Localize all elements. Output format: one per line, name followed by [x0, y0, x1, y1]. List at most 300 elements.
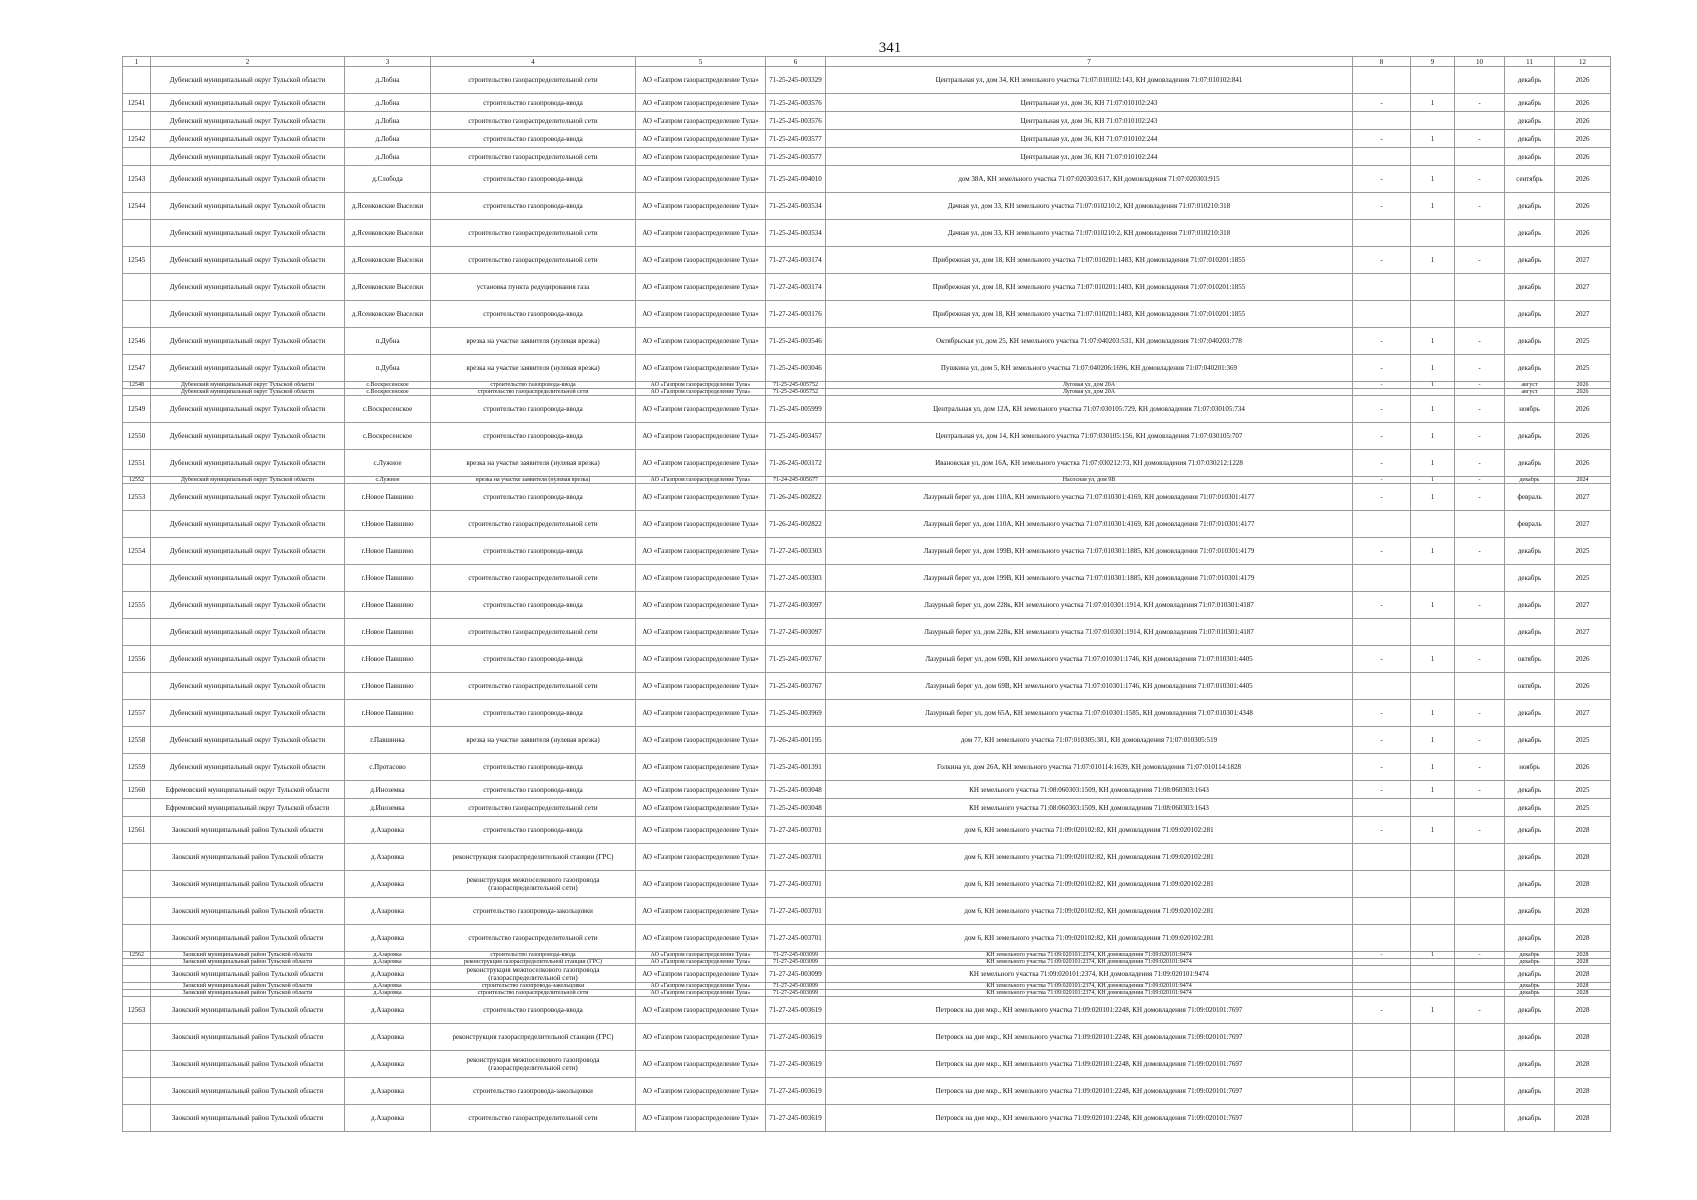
cell-work-type: строительство газопровода-ввода — [431, 646, 636, 673]
cell-col-9 — [1411, 871, 1455, 898]
cell-row-number: 12561 — [123, 817, 151, 844]
cell-municipality: Заокский муниципальный район Тульской области — [151, 1078, 345, 1105]
cell-year: 2027 — [1555, 700, 1611, 727]
table-row — [123, 844, 1611, 871]
cell-col-9: 1 — [1411, 450, 1455, 477]
cell-row-number — [123, 1051, 151, 1078]
cell-month: декабрь — [1505, 148, 1555, 166]
column-header-8: 8 — [1353, 57, 1411, 67]
cell-organization: АО «Газпром газораспределение Тула» — [636, 355, 766, 382]
cell-application-number: 71-25-245-003534 — [766, 220, 826, 247]
cell-col-8 — [1353, 148, 1411, 166]
cell-year: 2028 — [1555, 925, 1611, 952]
cell-year: 2026 — [1555, 382, 1611, 389]
cell-municipality: Дубенский муниципальный округ Тульской области — [151, 646, 345, 673]
column-header-10: 10 — [1455, 57, 1505, 67]
cell-application-number: 71-24-245-005677 — [766, 477, 826, 484]
cell-row-number: 12543 — [123, 166, 151, 193]
cell-col-10 — [1455, 925, 1505, 952]
cell-col-8 — [1353, 799, 1411, 817]
cell-organization: АО «Газпром газораспределение Тула» — [636, 130, 766, 148]
cell-municipality: Дубенский муниципальный округ Тульской области — [151, 592, 345, 619]
cell-municipality: Заокский муниципальный район Тульской области — [151, 925, 345, 952]
cell-organization: АО «Газпром газораспределение Тула» — [636, 423, 766, 450]
cell-col-8: - — [1353, 247, 1411, 274]
cell-row-number — [123, 619, 151, 646]
cell-municipality: Заокский муниципальный район Тульской области — [151, 983, 345, 990]
cell-organization: АО «Газпром газораспределение Тула» — [636, 592, 766, 619]
table-row — [123, 700, 1611, 727]
cell-month: декабрь — [1505, 700, 1555, 727]
cell-month: декабрь — [1505, 193, 1555, 220]
cell-month: декабрь — [1505, 898, 1555, 925]
cell-organization: АО «Газпром газораспределение Тула» — [636, 511, 766, 538]
table-row — [123, 990, 1611, 997]
cell-col-10: - — [1455, 781, 1505, 799]
cell-col-9: 1 — [1411, 382, 1455, 389]
cell-year: 2028 — [1555, 1024, 1611, 1051]
cell-settlement: д.Азаровка — [345, 1078, 431, 1105]
cell-settlement: г.Новое Павшино — [345, 511, 431, 538]
cell-work-type: строительство газопровода-ввода — [431, 382, 636, 389]
cell-month: декабрь — [1505, 423, 1555, 450]
cell-settlement: с.Воскресенское — [345, 423, 431, 450]
cell-col-8: - — [1353, 781, 1411, 799]
cell-col-10: - — [1455, 355, 1505, 382]
cell-municipality: Дубенский муниципальный округ Тульской области — [151, 193, 345, 220]
table-row — [123, 565, 1611, 592]
cell-col-8: - — [1353, 166, 1411, 193]
cell-work-type: строительство газораспределительной сети — [431, 1105, 636, 1132]
cell-organization: АО «Газпром газораспределение Тула» — [636, 450, 766, 477]
column-header-9: 9 — [1411, 57, 1455, 67]
cell-col-10: - — [1455, 193, 1505, 220]
cell-row-number — [123, 274, 151, 301]
cell-col-8 — [1353, 301, 1411, 328]
cell-col-8: - — [1353, 646, 1411, 673]
cell-col-8 — [1353, 67, 1411, 94]
cell-organization: АО «Газпром газораспределение Тула» — [636, 94, 766, 112]
cell-work-type: строительство газопровода-ввода — [431, 781, 636, 799]
cell-col-9 — [1411, 389, 1455, 396]
cell-col-10 — [1455, 1105, 1505, 1132]
cell-application-number: 71-25-245-003457 — [766, 423, 826, 450]
cell-col-8 — [1353, 844, 1411, 871]
cell-municipality: Дубенский муниципальный округ Тульской области — [151, 220, 345, 247]
cell-row-number — [123, 898, 151, 925]
cell-settlement: д.Слобода — [345, 166, 431, 193]
cell-application-number: 71-25-245-005999 — [766, 396, 826, 423]
table-row — [123, 983, 1611, 990]
cell-col-8 — [1353, 511, 1411, 538]
cell-col-9: 1 — [1411, 166, 1455, 193]
table-row — [123, 389, 1611, 396]
cell-year: 2028 — [1555, 997, 1611, 1024]
cell-col-10 — [1455, 220, 1505, 247]
cell-organization: АО «Газпром газораспределение Тула» — [636, 990, 766, 997]
cell-row-number: 12555 — [123, 592, 151, 619]
cell-col-8: - — [1353, 952, 1411, 959]
cell-year: 2025 — [1555, 565, 1611, 592]
cell-work-type: строительство газораспределительной сети — [431, 220, 636, 247]
cell-application-number: 71-25-245-003767 — [766, 673, 826, 700]
cell-month: декабрь — [1505, 952, 1555, 959]
cell-settlement: д.Азаровка — [345, 983, 431, 990]
cell-col-8: - — [1353, 592, 1411, 619]
cell-address: Дачная ул, дом 33, КН земельного участка 71:07:010210:2, КН домовладения 71:07:010210:318 — [826, 220, 1353, 247]
cell-row-number — [123, 1078, 151, 1105]
cell-year: 2027 — [1555, 619, 1611, 646]
cell-col-10 — [1455, 389, 1505, 396]
cell-row-number: 12557 — [123, 700, 151, 727]
cell-col-10 — [1455, 959, 1505, 966]
cell-organization: АО «Газпром газораспределение Тула» — [636, 1024, 766, 1051]
cell-municipality: Дубенский муниципальный округ Тульской области — [151, 148, 345, 166]
cell-application-number: 71-27-245-003099 — [766, 966, 826, 983]
cell-col-8 — [1353, 274, 1411, 301]
cell-year: 2026 — [1555, 67, 1611, 94]
cell-organization: АО «Газпром газораспределение Тула» — [636, 538, 766, 565]
table-row — [123, 646, 1611, 673]
cell-col-9: 1 — [1411, 193, 1455, 220]
cell-address: Прибрежная ул, дом 18, КН земельного участка 71:07:010201:1483, КН домовладения 71:07:010201:1855 — [826, 301, 1353, 328]
cell-year: 2025 — [1555, 799, 1611, 817]
cell-col-9 — [1411, 1051, 1455, 1078]
table-row — [123, 511, 1611, 538]
cell-municipality: Заокский муниципальный район Тульской области — [151, 1024, 345, 1051]
cell-col-8: - — [1353, 382, 1411, 389]
cell-col-9: 1 — [1411, 94, 1455, 112]
cell-work-type: строительство газопровода-ввода — [431, 952, 636, 959]
table-row — [123, 898, 1611, 925]
cell-work-type: строительство газопровода-ввода — [431, 423, 636, 450]
cell-year: 2024 — [1555, 477, 1611, 484]
cell-application-number: 71-25-245-003969 — [766, 700, 826, 727]
cell-year: 2028 — [1555, 1051, 1611, 1078]
cell-work-type: строительство газопровода-ввода — [431, 396, 636, 423]
cell-municipality: Дубенский муниципальный округ Тульской области — [151, 754, 345, 781]
cell-municipality: Дубенский муниципальный округ Тульской области — [151, 166, 345, 193]
cell-year: 2028 — [1555, 871, 1611, 898]
cell-address: Лазурный берег ул, дом 69В, КН земельного участка 71:07:010301:1746, КН домовладения 71:07:010301:4405 — [826, 673, 1353, 700]
cell-municipality: Дубенский муниципальный округ Тульской области — [151, 673, 345, 700]
table-row — [123, 959, 1611, 966]
cell-row-number — [123, 1024, 151, 1051]
cell-address: Центральная ул, дом 34, КН земельного участка 71:07:010102:143, КН домовладения 71:07:010102:841 — [826, 67, 1353, 94]
cell-col-9 — [1411, 925, 1455, 952]
cell-address: КН земельного участка 71:09:020101:2374, КН домовладения 71:09:020101:9474 — [826, 952, 1353, 959]
cell-application-number: 71-27-245-003701 — [766, 898, 826, 925]
cell-municipality: Заокский муниципальный район Тульской области — [151, 871, 345, 898]
cell-col-9 — [1411, 966, 1455, 983]
cell-col-10: - — [1455, 247, 1505, 274]
cell-col-10 — [1455, 844, 1505, 871]
cell-address: Прибрежная ул, дом 18, КН земельного участка 71:07:010201:1483, КН домовладения 71:07:010201:1855 — [826, 274, 1353, 301]
cell-row-number: 12560 — [123, 781, 151, 799]
cell-application-number: 71-26-245-002822 — [766, 511, 826, 538]
cell-row-number — [123, 966, 151, 983]
table-row — [123, 130, 1611, 148]
cell-month: сентябрь — [1505, 166, 1555, 193]
cell-month: декабрь — [1505, 1078, 1555, 1105]
data-table-container — [122, 56, 1610, 1132]
cell-address: Петровск на дне мкр., КН земельного участка 71:09:020101:2248, КН домовладения 71:09:020101:7697 — [826, 1078, 1353, 1105]
cell-settlement: д.Азаровка — [345, 817, 431, 844]
table-row — [123, 67, 1611, 94]
cell-col-9 — [1411, 673, 1455, 700]
cell-col-9: 1 — [1411, 247, 1455, 274]
cell-col-10: - — [1455, 484, 1505, 511]
cell-settlement: д.Ясенковские Выселки — [345, 274, 431, 301]
cell-col-8 — [1353, 1078, 1411, 1105]
cell-work-type: строительство газораспределительной сети — [431, 673, 636, 700]
cell-settlement: п.Дубна — [345, 328, 431, 355]
cell-month: декабрь — [1505, 619, 1555, 646]
cell-address: Луговая ул, дом 20А — [826, 389, 1353, 396]
table-row — [123, 997, 1611, 1024]
column-header-4: 4 — [431, 57, 636, 67]
cell-col-10 — [1455, 619, 1505, 646]
cell-col-8 — [1353, 112, 1411, 130]
cell-organization: АО «Газпром газораспределение Тула» — [636, 952, 766, 959]
table-row — [123, 727, 1611, 754]
table-row — [123, 423, 1611, 450]
cell-month: декабрь — [1505, 781, 1555, 799]
cell-col-9 — [1411, 990, 1455, 997]
cell-month: декабрь — [1505, 817, 1555, 844]
cell-year: 2026 — [1555, 94, 1611, 112]
cell-application-number: 71-25-245-003577 — [766, 130, 826, 148]
cell-month: февраль — [1505, 484, 1555, 511]
cell-col-10 — [1455, 983, 1505, 990]
cell-col-8 — [1353, 673, 1411, 700]
cell-work-type: строительство газопровода-ввода — [431, 754, 636, 781]
cell-col-8 — [1353, 1024, 1411, 1051]
cell-settlement: г.Новое Павшино — [345, 592, 431, 619]
cell-year: 2025 — [1555, 538, 1611, 565]
table-row — [123, 328, 1611, 355]
cell-application-number: 71-25-245-003046 — [766, 355, 826, 382]
cell-col-8 — [1353, 990, 1411, 997]
cell-organization: АО «Газпром газораспределение Тула» — [636, 193, 766, 220]
cell-year: 2027 — [1555, 247, 1611, 274]
cell-row-number — [123, 389, 151, 396]
cell-settlement: г.Павшинка — [345, 727, 431, 754]
cell-row-number: 12542 — [123, 130, 151, 148]
cell-work-type: строительство газопровода-закольцовки — [431, 1078, 636, 1105]
data-table — [122, 56, 1611, 1132]
cell-col-8: - — [1353, 423, 1411, 450]
cell-year: 2026 — [1555, 646, 1611, 673]
cell-application-number: 71-25-245-003329 — [766, 67, 826, 94]
cell-col-9 — [1411, 619, 1455, 646]
cell-col-9 — [1411, 274, 1455, 301]
cell-address: Луговая ул, дом 20А — [826, 382, 1353, 389]
cell-year: 2028 — [1555, 966, 1611, 983]
cell-application-number: 71-25-245-003546 — [766, 328, 826, 355]
cell-work-type: реконструкция межпоселкового газопровода (газораспределительной сети) — [431, 871, 636, 898]
cell-year: 2027 — [1555, 301, 1611, 328]
cell-col-10: - — [1455, 646, 1505, 673]
cell-application-number: 71-27-245-003701 — [766, 925, 826, 952]
cell-row-number: 12550 — [123, 423, 151, 450]
cell-month: декабрь — [1505, 959, 1555, 966]
cell-settlement: г.Новое Павшино — [345, 565, 431, 592]
cell-work-type: строительство газораспределительной сети — [431, 565, 636, 592]
cell-col-8: - — [1353, 130, 1411, 148]
cell-row-number: 12546 — [123, 328, 151, 355]
cell-application-number: 71-25-245-005752 — [766, 389, 826, 396]
cell-col-10 — [1455, 990, 1505, 997]
cell-col-10: - — [1455, 328, 1505, 355]
cell-col-8 — [1353, 983, 1411, 990]
table-row — [123, 274, 1611, 301]
cell-month: декабрь — [1505, 477, 1555, 484]
cell-col-10: - — [1455, 997, 1505, 1024]
cell-application-number: 71-25-245-001391 — [766, 754, 826, 781]
cell-year: 2026 — [1555, 130, 1611, 148]
cell-work-type: строительство газопровода-ввода — [431, 592, 636, 619]
cell-col-10 — [1455, 565, 1505, 592]
cell-organization: АО «Газпром газораспределение Тула» — [636, 220, 766, 247]
cell-address: Лазурный берег ул, дом 228к, КН земельного участка 71:07:010301:1914, КН домовладения 71:07:010301:4187 — [826, 592, 1353, 619]
cell-work-type: установка пункта редуцирования газа — [431, 274, 636, 301]
cell-col-8: - — [1353, 396, 1411, 423]
cell-col-9: 1 — [1411, 727, 1455, 754]
cell-month: декабрь — [1505, 220, 1555, 247]
cell-address: Петровск на дне мкр., КН земельного участка 71:09:020101:2248, КН домовладения 71:09:020101:7697 — [826, 1024, 1353, 1051]
cell-application-number: 71-27-245-003097 — [766, 592, 826, 619]
cell-address: Центральная ул, дом 36, КН 71:07:010102:243 — [826, 112, 1353, 130]
cell-settlement: с.Воскресенское — [345, 382, 431, 389]
cell-settlement: д.Азаровка — [345, 844, 431, 871]
table-row — [123, 193, 1611, 220]
cell-organization: АО «Газпром газораспределение Тула» — [636, 477, 766, 484]
cell-settlement: с.Протасово — [345, 754, 431, 781]
cell-col-8 — [1353, 619, 1411, 646]
cell-col-8: - — [1353, 727, 1411, 754]
cell-application-number: 71-25-245-003576 — [766, 94, 826, 112]
cell-work-type: врезка на участке заявителя (нулевая врезка) — [431, 328, 636, 355]
cell-organization: АО «Газпром газораспределение Тула» — [636, 844, 766, 871]
cell-col-10: - — [1455, 166, 1505, 193]
cell-row-number — [123, 67, 151, 94]
cell-address: Лазурный берег ул, дом 228к, КН земельного участка 71:07:010301:1914, КН домовладения 71:07:010301:4187 — [826, 619, 1353, 646]
cell-settlement: д.Азаровка — [345, 898, 431, 925]
cell-municipality: Дубенский муниципальный округ Тульской области — [151, 328, 345, 355]
cell-col-9 — [1411, 799, 1455, 817]
cell-col-10: - — [1455, 382, 1505, 389]
cell-address: дом 38А, КН земельного участка 71:07:020303:617, КН домовладения 71:07:020303:915 — [826, 166, 1353, 193]
cell-settlement: г.Новое Павшино — [345, 619, 431, 646]
cell-application-number: 71-25-245-003048 — [766, 781, 826, 799]
table-row — [123, 1024, 1611, 1051]
cell-year: 2027 — [1555, 274, 1611, 301]
cell-year: 2026 — [1555, 423, 1611, 450]
cell-address: дом 77, КН земельного участка 71:07:010305:381, КН домовладения 71:07:010305:519 — [826, 727, 1353, 754]
cell-organization: АО «Газпром газораспределение Тула» — [636, 389, 766, 396]
cell-col-9 — [1411, 1024, 1455, 1051]
column-header-6: 6 — [766, 57, 826, 67]
cell-col-8: - — [1353, 997, 1411, 1024]
cell-organization: АО «Газпром газораспределение Тула» — [636, 754, 766, 781]
cell-month: декабрь — [1505, 844, 1555, 871]
cell-municipality: Дубенский муниципальный округ Тульской области — [151, 94, 345, 112]
cell-settlement: д.Иноземка — [345, 799, 431, 817]
cell-settlement: с.Воскресенское — [345, 389, 431, 396]
cell-municipality: Заокский муниципальный район Тульской области — [151, 966, 345, 983]
cell-application-number: 71-27-245-003099 — [766, 983, 826, 990]
cell-col-9 — [1411, 67, 1455, 94]
cell-col-10 — [1455, 799, 1505, 817]
cell-col-9: 1 — [1411, 781, 1455, 799]
cell-col-10: - — [1455, 423, 1505, 450]
table-row — [123, 817, 1611, 844]
cell-work-type: реконструкция газораспределительной станции (ГРС) — [431, 959, 636, 966]
cell-work-type: врезка на участке заявителя (нулевая врезка) — [431, 450, 636, 477]
cell-month: ноябрь — [1505, 396, 1555, 423]
cell-year: 2026 — [1555, 148, 1611, 166]
cell-settlement: д.Азаровка — [345, 925, 431, 952]
cell-municipality: Дубенский муниципальный округ Тульской области — [151, 423, 345, 450]
cell-row-number — [123, 990, 151, 997]
cell-settlement: д.Лобна — [345, 67, 431, 94]
cell-organization: АО «Газпром газораспределение Тула» — [636, 484, 766, 511]
cell-municipality: Дубенский муниципальный округ Тульской области — [151, 355, 345, 382]
cell-settlement: д.Лобна — [345, 112, 431, 130]
cell-municipality: Дубенский муниципальный округ Тульской области — [151, 130, 345, 148]
cell-address: Прибрежная ул, дом 18, КН земельного участка 71:07:010201:1483, КН домовладения 71:07:010201:1855 — [826, 247, 1353, 274]
cell-month: декабрь — [1505, 997, 1555, 1024]
cell-application-number: 71-27-245-003619 — [766, 1051, 826, 1078]
cell-address: Лазурный берег ул, дом 110А, КН земельного участка 71:07:010301:4169, КН домовладения 71:07:010301:4177 — [826, 484, 1353, 511]
table-header — [123, 57, 1611, 67]
cell-municipality: Заокский муниципальный район Тульской области — [151, 959, 345, 966]
cell-application-number: 71-27-245-003174 — [766, 274, 826, 301]
cell-application-number: 71-26-245-003172 — [766, 450, 826, 477]
cell-municipality: Дубенский муниципальный округ Тульской области — [151, 538, 345, 565]
cell-col-8 — [1353, 1105, 1411, 1132]
cell-address: дом 6, КН земельного участка 71:09:020102:82, КН домовладения 71:09:020102:281 — [826, 817, 1353, 844]
cell-organization: АО «Газпром газораспределение Тула» — [636, 959, 766, 966]
table-row — [123, 781, 1611, 799]
cell-col-10 — [1455, 274, 1505, 301]
cell-month: декабрь — [1505, 799, 1555, 817]
table-row — [123, 450, 1611, 477]
cell-municipality: Дубенский муниципальный округ Тульской области — [151, 382, 345, 389]
cell-col-9 — [1411, 220, 1455, 247]
cell-col-9: 1 — [1411, 592, 1455, 619]
cell-application-number: 71-27-245-003099 — [766, 959, 826, 966]
cell-work-type: врезка на участке заявителя (нулевая врезка) — [431, 727, 636, 754]
cell-col-9: 1 — [1411, 423, 1455, 450]
cell-organization: АО «Газпром газораспределение Тула» — [636, 799, 766, 817]
cell-address: Центральная ул, дом 14, КН земельного участка 71:07:030105:156, КН домовладения 71:07:030105:707 — [826, 423, 1353, 450]
cell-month: декабрь — [1505, 871, 1555, 898]
cell-organization: АО «Газпром газораспределение Тула» — [636, 1051, 766, 1078]
cell-col-10: - — [1455, 396, 1505, 423]
cell-work-type: строительство газопровода-ввода — [431, 94, 636, 112]
cell-organization: АО «Газпром газораспределение Тула» — [636, 274, 766, 301]
cell-municipality: Дубенский муниципальный округ Тульской области — [151, 301, 345, 328]
cell-address: Голкина ул, дом 26А, КН земельного участка 71:07:010114:1639, КН домовладения 71:07:010114:1828 — [826, 754, 1353, 781]
cell-settlement: д.Азаровка — [345, 1105, 431, 1132]
cell-municipality: Дубенский муниципальный округ Тульской области — [151, 389, 345, 396]
cell-address: дом 6, КН земельного участка 71:09:020102:82, КН домовладения 71:09:020102:281 — [826, 844, 1353, 871]
table-row — [123, 484, 1611, 511]
cell-year: 2028 — [1555, 990, 1611, 997]
cell-organization: АО «Газпром газораспределение Тула» — [636, 148, 766, 166]
